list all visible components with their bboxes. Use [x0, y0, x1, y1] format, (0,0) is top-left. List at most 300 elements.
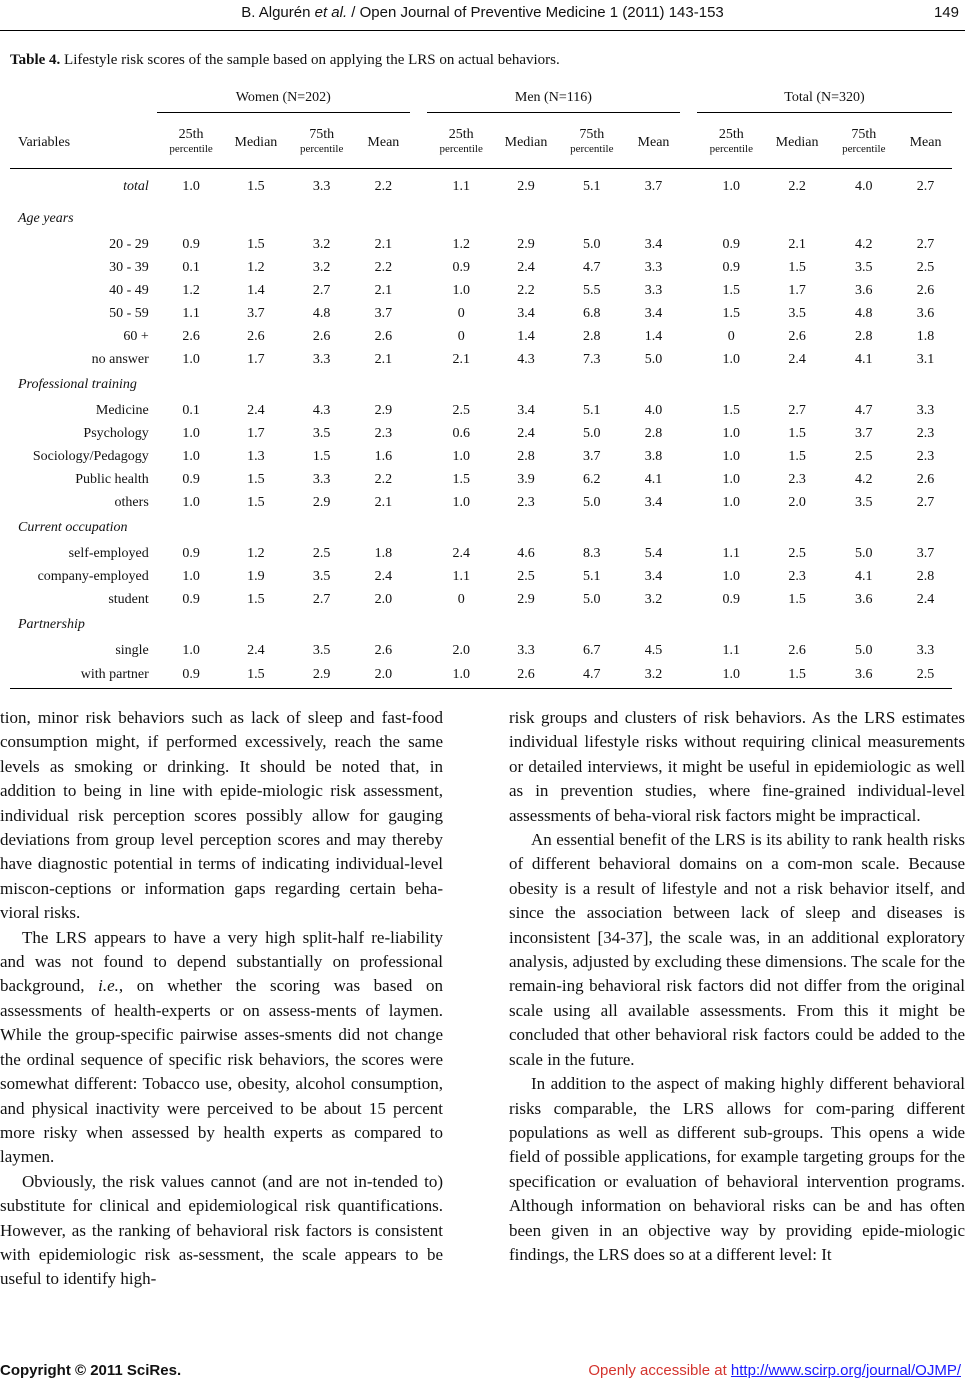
table-cell: 1.1	[452, 568, 470, 584]
gap-cell	[410, 86, 427, 116]
table-cell: 0	[457, 305, 465, 321]
journal-url-link[interactable]: http://www.scirp.org/journal/OJMP/	[730, 1362, 961, 1379]
table-cell: 4.7	[557, 662, 628, 689]
header-rule	[0, 30, 965, 31]
table-cell: 2.0	[452, 642, 470, 658]
gap-cell	[680, 325, 697, 348]
table-row	[10, 302, 952, 325]
table-cell: 4.1	[855, 568, 873, 584]
table-cell: 2.6	[182, 328, 200, 344]
table-cell: 2.4	[374, 568, 393, 584]
table-cell: 1.4	[517, 328, 535, 344]
table-cell: 3.2	[312, 236, 331, 252]
text-segment: i.e.	[98, 976, 119, 996]
table-cell: 3.4	[644, 236, 663, 252]
table-cell: 3.7	[855, 425, 873, 441]
table-cell: 2.4	[247, 402, 265, 418]
table-cell: 1.5	[247, 179, 265, 194]
section-label: Age years	[18, 211, 74, 226]
variables-header: Variables	[10, 116, 157, 169]
body-paragraph	[509, 828, 965, 1072]
table-cell: 3.5	[312, 425, 331, 441]
column-header	[697, 116, 766, 169]
gap-cell	[680, 491, 697, 514]
gap-cell	[410, 325, 427, 348]
column-header-row	[10, 116, 952, 169]
table-cell: 4.7	[855, 402, 873, 418]
gap-cell	[410, 542, 427, 565]
table-cell: 1.9	[247, 568, 265, 584]
table-cell: 5.0	[855, 642, 873, 658]
table-cell: 2.6	[374, 328, 393, 344]
table-cell: 3.7	[247, 305, 265, 321]
table-cell: 1.1	[722, 545, 741, 561]
gap-cell	[680, 169, 697, 206]
table-cell: 2.6	[247, 328, 265, 344]
table-cell: 2.9	[517, 179, 535, 194]
table-cell: 5.4	[644, 545, 663, 561]
table-cell: 4.2	[855, 471, 873, 487]
table-cell: 1.0	[182, 642, 200, 658]
table-cell: 2.0	[374, 591, 393, 607]
column-header	[157, 116, 226, 169]
table-cell: 3.6	[829, 662, 900, 689]
gap-cell	[680, 116, 697, 169]
column-header-top: Mean	[909, 134, 942, 150]
column-header-top: Mean	[367, 134, 400, 150]
table-cell: 3.5	[855, 494, 873, 510]
open-access-label: Openly accessible at	[588, 1362, 731, 1379]
gap-cell	[680, 302, 697, 325]
table-cell: 2.5	[312, 545, 331, 561]
table-cell: 1.0	[182, 179, 200, 194]
table-cell: 1.5	[722, 305, 741, 321]
table-cell: 1.5	[247, 236, 265, 252]
group-header	[427, 86, 680, 116]
table-cell: 4.8	[312, 305, 331, 321]
row-label: single	[115, 642, 149, 658]
table-cell: 1.5	[722, 282, 741, 298]
table-cell: 1.7	[788, 282, 806, 298]
row-label: Sociology/Pedagogy	[32, 448, 149, 464]
column-header-sub: percentile	[709, 143, 753, 155]
table-cell: 5.0	[583, 494, 601, 510]
table-row	[10, 399, 952, 422]
table-cell: 4.0	[644, 402, 663, 418]
table-cell: 2.6	[374, 642, 393, 658]
table-row	[10, 169, 952, 206]
table-cell: 3.4	[644, 568, 663, 584]
table-cell: 3.4	[644, 305, 663, 321]
table-cell: 3.3	[916, 402, 935, 418]
table-cell: 2.5	[452, 402, 470, 418]
text-segment: Obviously, the risk values cannot (and are not in-tended to) substitute for clinical and epidemiological risk quantifications. However, as the ranking of behavioral risk factors is consistent with epidemiologic risk as-sessment, the scale appears to be useful to identify high-	[0, 1171, 443, 1289]
table-cell: 1.0	[182, 494, 200, 510]
table-cell: 1.5	[312, 448, 331, 464]
table-cell: 2.2	[374, 471, 393, 487]
row-label: 20 - 29	[109, 236, 149, 252]
table-cell: 2.1	[788, 236, 806, 252]
column-header-top: 25th	[178, 127, 204, 142]
table-cell: 6.2	[583, 471, 601, 487]
blank-cell	[10, 86, 157, 116]
table-cell: 7.3	[583, 351, 601, 367]
table-cell: 2.3	[916, 448, 935, 464]
table-cell: 2.3	[916, 425, 935, 441]
column-header-top: Median	[775, 134, 819, 150]
table-cell: 2.2	[517, 282, 535, 298]
table-cell: 1.0	[722, 425, 741, 441]
table-cell: 8.3	[583, 545, 601, 561]
table-cell: 2.0	[788, 494, 806, 510]
running-head-authors: B. Algurén	[241, 4, 315, 21]
table-cell: 2.5	[517, 568, 535, 584]
table-cell: 0	[727, 328, 735, 344]
table-cell: 2.4	[788, 351, 806, 367]
table-cell: 3.6	[855, 591, 873, 607]
table-cell: 1.5	[788, 425, 806, 441]
gap-cell	[410, 256, 427, 279]
column-header-sub: percentile	[299, 143, 344, 155]
table-cell: 2.7	[916, 179, 935, 194]
table-cell: 1.0	[182, 448, 200, 464]
table-cell: 3.7	[583, 448, 601, 464]
table-cell: 5.1	[583, 568, 601, 584]
row-label: 30 - 39	[109, 259, 149, 275]
gap-cell	[410, 639, 427, 662]
table-cell: 2.8	[644, 425, 663, 441]
body-paragraph	[509, 706, 965, 828]
column-header	[557, 116, 628, 169]
body-paragraph	[509, 1072, 965, 1267]
row-label: Psychology	[83, 425, 149, 441]
column-header-sub: percentile	[570, 143, 614, 155]
column-header	[496, 116, 557, 169]
open-access-notice	[588, 1362, 961, 1379]
table-cell: 2.4	[916, 591, 935, 607]
table-cell: 2.2	[788, 179, 806, 194]
table-cell: 1.8	[916, 328, 935, 344]
row-label: with partner	[10, 662, 157, 689]
table-row	[10, 565, 952, 588]
body-paragraph	[0, 706, 443, 926]
table-cell: 2.9	[517, 236, 535, 252]
table-cell: 0.9	[182, 591, 200, 607]
column-header	[357, 116, 410, 169]
table-cell: 2.5	[899, 662, 952, 689]
table-cell: 0.9	[452, 259, 470, 275]
table-cell: 2.4	[517, 259, 535, 275]
table-cell: 1.0	[722, 471, 741, 487]
table-cell: 2.8	[916, 568, 935, 584]
table-cell: 1.0	[722, 448, 741, 464]
table-cell: 0.9	[182, 545, 200, 561]
table-cell: 4.1	[644, 471, 663, 487]
text-segment: , on whether the scoring was based on assessments of health-experts or on assess-ments of laymen. While the group-specific pairwise asses-sments did not change the ordinal sequence of specific risk behaviors, the scores were somewhat different: Tobacco use, obesity, alcohol consumption, and physical inactivity were perceived to be about 15 percent more risky when assessed by health experts as compared to laymen.	[0, 976, 443, 1167]
page-number: 149	[933, 4, 959, 21]
table-cell: 1.0	[722, 179, 741, 194]
gap-cell	[680, 662, 697, 689]
lifestyle-risk-table	[10, 86, 952, 689]
table-cell: 2.7	[788, 402, 806, 418]
body-paragraph	[0, 1170, 443, 1292]
gap-cell	[410, 302, 427, 325]
table-cell: 1.5	[247, 471, 265, 487]
table-cell: 1.5	[788, 448, 806, 464]
table-cell: 3.4	[517, 402, 535, 418]
table-cell: 3.3	[517, 642, 535, 658]
table-cell: 1.0	[427, 662, 496, 689]
table-cell: 0.9	[722, 591, 741, 607]
table-cell: 3.7	[644, 179, 663, 194]
text-segment: tion, minor risk behaviors such as lack of sleep and fast-food consumption might, if performed excessively, reach the same levels as smoking or drinking. It should be noted that, in addition to being in line with epide-miologic risk assessment, individual risk perception scores possibly allow for gauging deviations from group level perception scores and may thereby have diagnostic potential in terms of indicating individual-level miscon-ceptions or information gaps regarding certain beha-vioral risks.	[0, 708, 443, 923]
column-header-sub: percentile	[169, 143, 213, 155]
table-cell: 1.8	[374, 545, 393, 561]
table-cell: 3.5	[312, 642, 331, 658]
column-header	[286, 116, 357, 169]
section-header-row	[10, 611, 952, 639]
table-row	[10, 639, 952, 662]
table-cell: 3.3	[312, 351, 331, 367]
table-cell: 1.0	[722, 494, 741, 510]
table-cell: 5.0	[855, 545, 873, 561]
group-header	[157, 86, 410, 116]
gap-cell	[680, 256, 697, 279]
table-cell: 0.9	[182, 471, 200, 487]
column-header	[829, 116, 900, 169]
text-segment: An essential benefit of the LRS is its ability to rank health risks of different behavioral domains on a com-mon scale. Because obesity is a result of lifestyle and not a risk behavior itself, and since the association between lack of sleep and diseases is inconsistent [34-37], the scale was, in an additional exploratory analysis, adjusted by excluding these dimensions. The scale for the remain-ing behavioral risk factors did not differ from the original scale using all available assessments. From this it might be concluded that other behavioral risk factors could be added to the scale in the future.	[509, 830, 965, 1069]
table-cell: 3.3	[644, 259, 663, 275]
table-cell: 1.0	[182, 568, 200, 584]
table-cell: 2.1	[374, 236, 393, 252]
table-cell: 3.7	[916, 545, 935, 561]
table-cell: 2.5	[788, 545, 806, 561]
table-cell: 5.0	[644, 351, 663, 367]
table-cell: 1.5	[247, 591, 265, 607]
gap-cell	[680, 422, 697, 445]
table-cell: 2.5	[916, 259, 935, 275]
column-header	[225, 116, 286, 169]
table-cell: 2.6	[916, 471, 935, 487]
table-cell: 2.3	[374, 425, 393, 441]
column-header-top: Median	[504, 134, 548, 150]
section-header-row	[10, 371, 952, 399]
table-cell: 5.0	[583, 591, 601, 607]
table-row	[10, 662, 952, 689]
table-caption	[10, 52, 560, 69]
table-cell: 2.1	[374, 494, 393, 510]
table-cell: 4.1	[855, 351, 873, 367]
table-cell: 2.4	[517, 425, 535, 441]
table-row	[10, 279, 952, 302]
row-label: company-employed	[37, 568, 149, 584]
table-cell: 2.9	[312, 494, 331, 510]
table-cell: 6.7	[583, 642, 601, 658]
table-cell: 2.0	[357, 662, 410, 689]
column-header	[427, 116, 496, 169]
gap-cell	[410, 399, 427, 422]
table-cell: 3.2	[644, 591, 663, 607]
table-cell: 2.7	[312, 282, 331, 298]
gap-cell	[410, 468, 427, 491]
column-header-top: 75th	[579, 127, 605, 142]
table-cell: 2.1	[452, 351, 470, 367]
table-cell: 3.3	[312, 179, 331, 194]
table-cell: 4.5	[644, 642, 663, 658]
table-cell: 1.1	[182, 305, 200, 321]
table-cell: 5.0	[583, 425, 601, 441]
table-cell: 1.5	[788, 591, 806, 607]
table-cell: 2.6	[312, 328, 331, 344]
table-cell: 3.5	[855, 259, 873, 275]
table-cell: 5.5	[583, 282, 601, 298]
table-cell: 2.2	[374, 259, 393, 275]
running-head	[0, 4, 965, 28]
row-label: 40 - 49	[109, 282, 149, 298]
gap-cell	[680, 348, 697, 371]
row-label: others	[114, 494, 149, 510]
table-cell: 3.6	[855, 282, 873, 298]
table-row	[10, 422, 952, 445]
row-label: self-employed	[68, 545, 149, 561]
gap-cell	[680, 86, 697, 116]
table-cell: 3.9	[517, 471, 535, 487]
table-cell: 0.1	[182, 259, 200, 275]
table-cell: 1.1	[722, 642, 741, 658]
table-cell: 1.4	[644, 328, 663, 344]
body-paragraph	[0, 926, 443, 1170]
running-head-citation	[0, 4, 965, 21]
table-row	[10, 256, 952, 279]
table-cell: 2.8	[855, 328, 873, 344]
gap-cell	[410, 348, 427, 371]
table-cell: 1.5	[452, 471, 470, 487]
table-cell: 2.2	[374, 179, 393, 194]
gap-cell	[680, 233, 697, 256]
gap-cell	[680, 399, 697, 422]
gap-cell	[680, 279, 697, 302]
table-cell: 1.0	[182, 351, 200, 367]
table-cell: 3.1	[916, 351, 935, 367]
table-cell: 2.3	[517, 494, 535, 510]
table-cell: 2.9	[517, 591, 535, 607]
table-cell: 2.8	[517, 448, 535, 464]
table-caption-label: Table 4.	[10, 52, 61, 68]
table-row	[10, 491, 952, 514]
table-cell: 3.7	[374, 305, 393, 321]
gap-cell	[680, 445, 697, 468]
gap-cell	[410, 279, 427, 302]
column-header-top: Median	[234, 134, 278, 150]
gap-cell	[410, 565, 427, 588]
table-cell: 1.0	[452, 494, 470, 510]
column-header-top: 25th	[448, 127, 474, 142]
table-row	[10, 325, 952, 348]
table-cell: 6.8	[583, 305, 601, 321]
text-segment: In addition to the aspect of making highly different behavioral risks comparable, the LRS allows for com-paring different populations as well as different sub-groups. This opens a wide field of possible applications, for example targeting groups for the specification or evaluation of behavioral intervention programs. Although information on behavioral risks can be and has often been given in an objective way by providing epide-miologic findings, the LRS does so at a different level: It	[509, 1074, 965, 1264]
table-cell: 1.0	[697, 662, 766, 689]
table-row	[10, 588, 952, 611]
table-cell: 0.9	[722, 236, 741, 252]
row-label: 60 +	[123, 328, 149, 344]
table-caption-text: Lifestyle risk scores of the sample based on applying the LRS on actual behaviors.	[60, 52, 560, 68]
table-cell: 0	[457, 591, 465, 607]
section-header-row	[10, 514, 952, 542]
column-header-top: Mean	[637, 134, 670, 150]
table-row	[10, 468, 952, 491]
section-label: Partnership	[18, 617, 85, 632]
column-header-sub: percentile	[842, 143, 886, 155]
column-header	[766, 116, 829, 169]
page-footer	[0, 1362, 965, 1386]
table-cell: 3.3	[644, 282, 663, 298]
table-cell: 1.0	[452, 448, 470, 464]
table-cell: 2.7	[916, 494, 935, 510]
table-cell: 1.5	[225, 662, 286, 689]
gap-cell	[410, 169, 427, 206]
table-cell: 3.5	[312, 568, 331, 584]
table-row	[10, 348, 952, 371]
row-label: 50 - 59	[109, 305, 149, 321]
table-cell: 1.2	[247, 545, 265, 561]
table-cell: 1.5	[766, 662, 829, 689]
table-cell: 4.3	[312, 402, 331, 418]
table-cell: 1.0	[452, 282, 470, 298]
row-label: Medicine	[95, 402, 149, 418]
table-cell: 3.4	[517, 305, 535, 321]
column-header	[627, 116, 680, 169]
table-row	[10, 233, 952, 256]
table-cell: 1.4	[247, 282, 265, 298]
table-cell: 2.7	[312, 591, 331, 607]
row-label: student	[108, 591, 149, 607]
table-cell: 5.1	[583, 402, 601, 418]
section-header-row	[10, 205, 952, 233]
text-segment: The LRS appears to have a very high split-half re-liability and was not found to depend substantially on professional background,	[0, 927, 443, 996]
table-cell: 2.7	[916, 236, 935, 252]
table-cell: 1.2	[452, 236, 470, 252]
section-label: Professional training	[18, 377, 137, 392]
table-cell: 5.0	[583, 236, 601, 252]
table-cell: 1.0	[722, 568, 741, 584]
table-cell: 1.2	[182, 282, 200, 298]
running-head-et-al: et al.	[314, 4, 348, 21]
group-header-label: Women (N=202)	[157, 90, 410, 113]
text-segment: risk groups and clusters of risk behaviors. As the LRS estimates individual lifestyle risks without requiring clinical measurements or detailed interviews, it might be useful in epidemiologic as well as in prevention studies, where fine-grained individual-level assessments of beha-vioral risk factors might be impractical.	[509, 708, 965, 825]
gap-cell	[680, 542, 697, 565]
table-cell: 2.8	[583, 328, 601, 344]
gap-cell	[680, 588, 697, 611]
table-cell: 2.1	[374, 282, 393, 298]
table-cell: 0	[457, 328, 465, 344]
running-head-journal: / Open Journal of Preventive Medicine 1 (2011) 143-153	[347, 4, 724, 21]
table-cell: 2.4	[452, 545, 470, 561]
table-cell: 3.3	[312, 471, 331, 487]
table-cell: 2.1	[374, 351, 393, 367]
copyright-notice: Copyright © 2011 SciRes.	[0, 1362, 182, 1379]
table-cell: 0.9	[157, 662, 226, 689]
gap-cell	[410, 662, 427, 689]
table-cell: 2.6	[916, 282, 935, 298]
table-cell: 1.0	[182, 425, 200, 441]
column-header-top: 25th	[718, 127, 744, 142]
gap-cell	[680, 468, 697, 491]
gap-cell	[410, 233, 427, 256]
table-cell: 1.6	[374, 448, 393, 464]
gap-cell	[410, 491, 427, 514]
group-header-label: Total (N=320)	[697, 90, 952, 113]
table-cell: 3.6	[916, 305, 935, 321]
